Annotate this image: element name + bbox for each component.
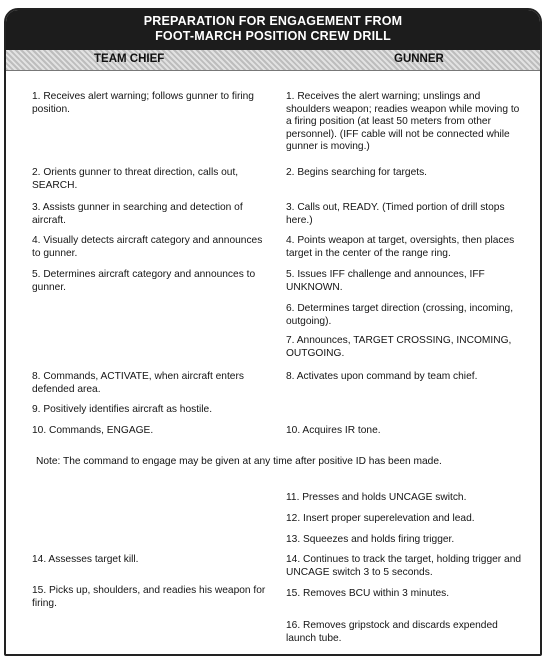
team-chief-step-2: 2. Orients gunner to threat direction, calls out, SEARCH. xyxy=(32,167,239,191)
column-header-gunner: GUNNER xyxy=(394,53,444,65)
column-header-team-chief: TEAM CHIEF xyxy=(94,53,165,65)
gunner-step-1: 1. Receives the alert warning; unslings and shoulders weapon; readies weapon while moving to a firing position (at least 50 meters from other personnel). (IFF cable will not be connected while gunner is moving.) xyxy=(286,91,520,152)
gunner-step-10: 10. Acquires IR tone. xyxy=(286,425,381,436)
team-chief-step-1: 1. Receives alert warning; follows gunner to firing position. xyxy=(32,91,254,115)
gunner-step-5: 5. Issues IFF challenge and announces, IFF UNKNOWN. xyxy=(286,269,485,293)
gunner-step-3: 3. Calls out, READY. (Timed portion of drill stops here.) xyxy=(286,202,505,226)
team-chief-step-3: 3. Assists gunner in searching and detection of aircraft. xyxy=(32,202,243,226)
column-header-bar xyxy=(6,50,540,71)
gunner-step-4: 4. Points weapon at target, oversights, then places target in the center of the range ring. xyxy=(286,235,515,259)
team-chief-step-14: 14. Assesses target kill. xyxy=(32,554,139,565)
team-chief-step-10: 10. Commands, ENGAGE. xyxy=(32,425,154,436)
gunner-step-7: 7. Announces, TARGET CROSSING, INCOMING, OUTGOING. xyxy=(286,335,512,359)
gunner-step-2: 2. Begins searching for targets. xyxy=(286,167,428,178)
team-chief-step-8: 8. Commands, ACTIVATE, when aircraft enters defended area. xyxy=(32,371,244,395)
team-chief-step-4: 4. Visually detects aircraft category and announces to gunner. xyxy=(32,235,263,259)
table-title xyxy=(6,10,540,50)
gunner-step-16: 16. Removes gripstock and discards expended launch tube. xyxy=(286,620,498,644)
team-chief-step-5: 5. Determines aircraft category and announces to gunner. xyxy=(32,269,256,293)
crew-drill-table xyxy=(4,8,542,656)
gunner-step-13: 13. Squeezes and holds firing trigger. xyxy=(286,534,455,545)
gunner-step-11: 11. Presses and holds UNCAGE switch. xyxy=(286,492,467,503)
gunner-step-15: 15. Removes BCU within 3 minutes. xyxy=(286,588,450,599)
team-chief-step-15: 15. Picks up, shoulders, and readies his weapon for firing. xyxy=(32,585,266,609)
gunner-step-12: 12. Insert proper superelevation and lead. xyxy=(286,513,475,524)
gunner-step-14: 14. Continues to track the target, holding trigger and UNCAGE switch 3 to 5 seconds. xyxy=(286,554,522,578)
gunner-step-6: 6. Determines target direction (crossing, incoming, outgoing). xyxy=(286,303,514,327)
title-line-2: FOOT-MARCH POSITION CREW DRILL xyxy=(155,29,391,43)
gunner-step-8: 8. Activates upon command by team chief. xyxy=(286,371,478,382)
table-body xyxy=(6,71,540,654)
engagement-note: Note: The command to engage may be given at any time after positive ID has been made. xyxy=(36,456,442,467)
title-line-1: PREPARATION FOR ENGAGEMENT FROM xyxy=(143,14,403,28)
team-chief-step-9: 9. Positively identifies aircraft as hostile. xyxy=(32,404,213,415)
